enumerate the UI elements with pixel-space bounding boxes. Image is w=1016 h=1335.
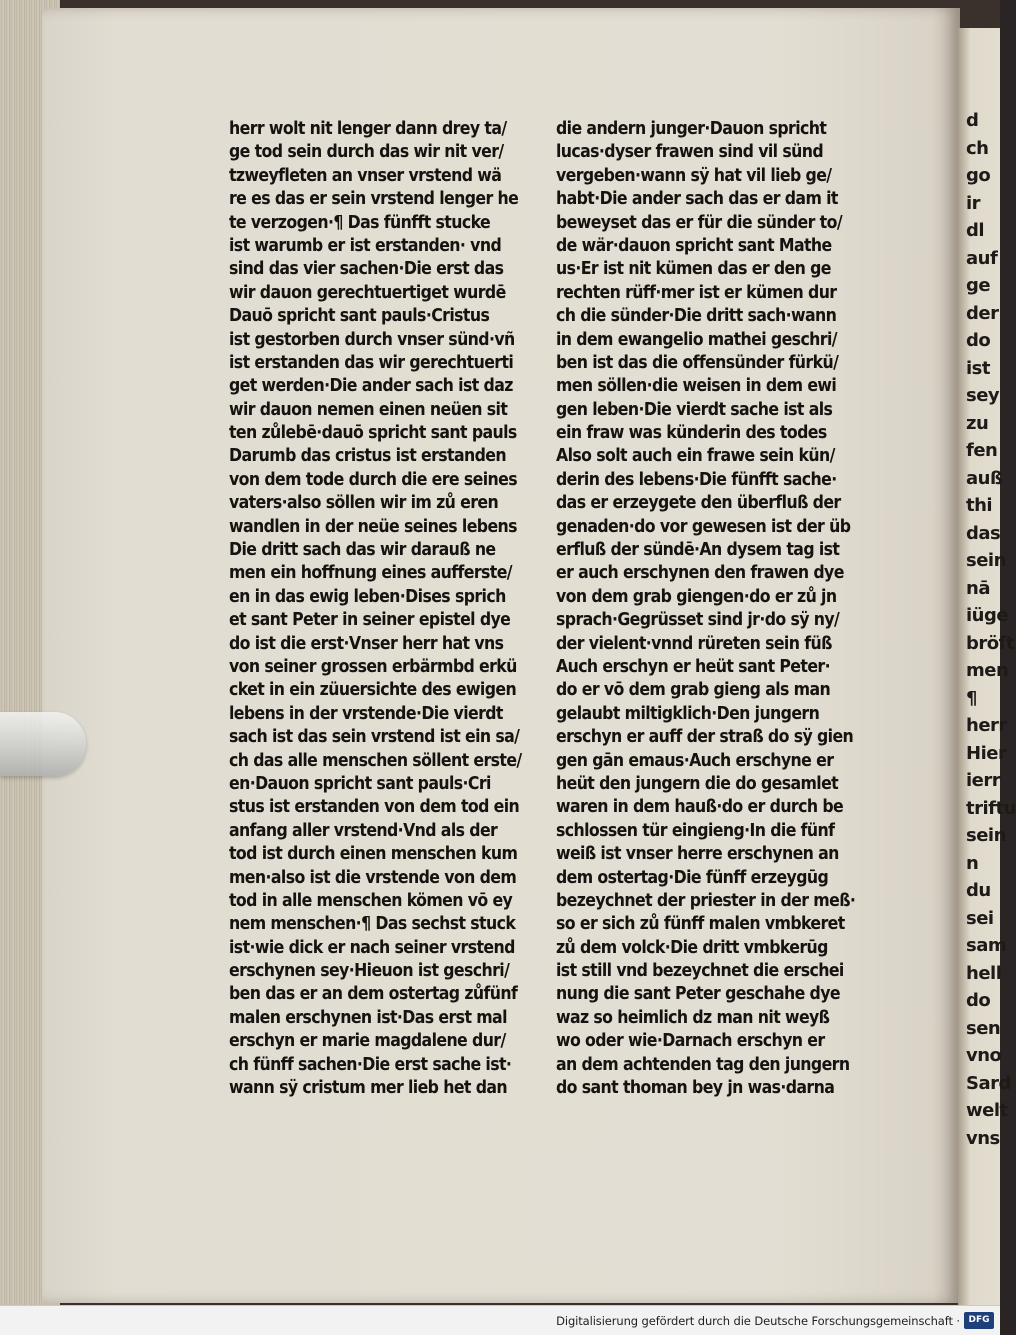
facing-page-fragment: ch <box>966 137 989 159</box>
facing-page-fragment: sein <box>966 825 1006 846</box>
text-line: zů dem volck·Die dritt vmbkerūg <box>556 937 828 958</box>
text-line: tod ist durch einen menschen kum <box>229 844 518 865</box>
text-line: nem menschen·¶ Das sechst stuck <box>229 914 516 935</box>
text-line: herr wolt nit lenger dann drey ta/ <box>229 119 507 139</box>
text-line: de wär·dauon spricht sant Mathe <box>556 235 832 256</box>
text-line: waz so heimlich dz man nit weyß <box>556 1007 830 1028</box>
text-line: malen erschynen ist·Das erst mal <box>229 1007 507 1028</box>
text-line: men·also ist die vrstende von dem <box>229 867 517 888</box>
text-line: get werden·Die ander sach ist daz <box>229 376 513 397</box>
facing-page-fragment: nā <box>966 577 990 599</box>
footer-bar <box>0 1305 1000 1335</box>
text-line: gelaubt miltigklich·Den jungern <box>556 703 820 724</box>
facing-page-fragment: hell <box>966 962 1002 984</box>
text-line: wo oder wie·Darnach erschyn er <box>556 1031 825 1052</box>
text-line: beweyset das er für die sünder to/ <box>556 212 842 233</box>
facing-page-fragment: men <box>966 660 1009 681</box>
text-line: nung die sant Peter geschahe dye <box>556 984 840 1005</box>
text-line: en·Dauon spricht sant pauls·Cri <box>229 773 491 794</box>
text-line: das er erzeygete den überfluß der <box>556 493 841 514</box>
text-line: heüt den jungern die do gesamlet <box>556 773 839 794</box>
text-line: schlossen tür eingieng·In die fünf <box>556 820 835 841</box>
text-column-right <box>556 118 871 1100</box>
facing-page-fragment: iüge <box>966 605 1009 626</box>
facing-page-fragment: dl <box>966 220 985 241</box>
facing-page-fragment: auß <box>966 467 1003 489</box>
text-line: er auch erschynen den frawen dye <box>556 563 844 584</box>
facing-page-fragment: herr <box>966 715 1007 736</box>
text-line: so er sich zů fünff malen vmbkeret <box>556 914 845 935</box>
text-line: sach ist das sein vrstend ist ein sa/ <box>229 727 520 748</box>
text-line: Die dritt sach das wir darauß ne <box>229 540 496 561</box>
text-line: cket in ein züuersichte des ewigen <box>229 680 517 701</box>
text-line: ist·wie dick er nach seiner vrstend <box>229 937 515 958</box>
text-line: men ein hoffnung eines aufferste/ <box>229 563 512 584</box>
text-line: ch die sünder·Die dritt sach·wann <box>556 306 837 327</box>
text-line: erfluß der sündē·An dysem tag ist <box>556 540 840 561</box>
text-line: ein fraw was künderin des todes <box>556 423 827 444</box>
text-line: Dauō spricht sant pauls·Cristus <box>229 306 490 327</box>
text-line: an dem achtenden tag den jungern <box>556 1054 850 1075</box>
text-line: Darumb das cristus ist erstanden <box>229 446 506 467</box>
text-line: te verzogen·¶ Das fünfft stucke <box>229 212 491 233</box>
text-line: Auch erschyn er heüt sant Peter· <box>556 656 830 677</box>
facing-page-fragment: go <box>966 165 991 186</box>
text-line: ben ist das die offensünder fürkü/ <box>556 352 839 373</box>
facing-page-fragment: zu <box>966 412 989 434</box>
text-line: lebens in der vrstende·Die vierdt <box>229 703 503 724</box>
text-line: wann sÿ cristum mer lieb het dan <box>229 1078 508 1099</box>
text-line: erschyn er marie magdalene dur/ <box>229 1031 506 1052</box>
facing-page-fragment: das <box>966 522 1001 544</box>
text-line: wir dauon nemen einen neüen sit <box>229 399 508 420</box>
facing-page-fragment: thi <box>966 495 993 516</box>
facing-page-fragment: n <box>966 852 979 874</box>
dfg-logo: DFG <box>964 1312 994 1329</box>
text-line: die andern junger·Dauon spricht <box>556 119 827 139</box>
text-line: weiß ist vnser herre erschynen an <box>556 844 839 865</box>
facing-page-fragment: ge <box>966 275 991 296</box>
facing-page-fragment: ir <box>966 192 981 214</box>
facing-page-fragment: Sard <box>966 1072 1011 1094</box>
text-line: vaters·also söllen wir im zů eren <box>229 493 499 514</box>
text-line: et sant Peter in seiner epistel dye <box>229 610 511 631</box>
text-line: re es das er sein vrstend lenger he <box>229 189 519 210</box>
text-line: ben das er an dem ostertag zůfünf <box>229 984 518 1005</box>
text-line: men söllen·die weisen in dem ewi <box>556 376 837 397</box>
text-line: ist still vnd bezeychnet die erschei <box>556 961 844 982</box>
facing-page-fragment: vns <box>966 1127 1000 1149</box>
text-column-left <box>229 118 539 1100</box>
facing-page-fragment: ierr <box>966 770 1001 791</box>
facing-page-fragment: triftu <box>966 797 1016 819</box>
facing-page-fragment: der <box>966 302 999 324</box>
text-line: gen leben·Die vierdt sache ist als <box>556 399 833 420</box>
text-line: ge tod sein durch das wir nit ver/ <box>229 142 504 163</box>
facing-page-fragment: auf <box>966 247 998 269</box>
text-line: sprach·Gegrüsset sind jr·do sÿ ny/ <box>556 610 840 631</box>
text-line: us·Er ist nit kümen das er den ge <box>556 259 831 280</box>
text-line: waren in dem hauß·do er durch be <box>556 797 844 818</box>
text-line: gen gān emaus·Auch erschyne er <box>556 750 834 771</box>
facing-page-fragment: bröſt <box>966 632 1015 654</box>
text-line: do er vō dem grab gieng als man <box>556 680 831 701</box>
text-line: der vielent·vnnd rüreten sein füß <box>556 633 832 654</box>
facing-page-edge <box>958 28 1016 1305</box>
facing-page-fragment: sei <box>966 907 994 929</box>
text-line: rechten rüff·mer ist er kümen dur <box>556 282 837 303</box>
facing-page-fragment: d <box>966 110 979 131</box>
text-line: anfang aller vrstend·Vnd als der <box>229 820 498 841</box>
text-line: bezeychnet der priester in der meß· <box>556 890 856 911</box>
text-line: genaden·do vor gewesen ist der üb <box>556 516 851 537</box>
text-line: ist warumb er ist erstanden· vnd <box>229 235 502 256</box>
text-line: von dem tode durch die ere seines <box>229 469 517 490</box>
text-line: von dem grab giengen·do er zů jn <box>556 586 837 607</box>
facing-page-fragment: do <box>966 990 991 1011</box>
text-line: sind das vier sachen·Die erst das <box>229 259 504 280</box>
text-line: do ist die erst·Vnser herr hat vns <box>229 633 504 654</box>
text-line: ist gestorben durch vnser sünd·vñ <box>229 329 515 350</box>
text-line: tod in alle menschen kömen vō ey <box>229 890 513 911</box>
facing-page-fragment: sam <box>966 935 1007 956</box>
text-line: tzweyfleten an vnser vrstend wä <box>229 165 502 186</box>
text-line: vergeben·wann sÿ hat vil lieb ge/ <box>556 165 832 186</box>
text-line: wandlen in der neüe seines lebens <box>229 516 517 537</box>
facing-page-fragment: do <box>966 330 991 351</box>
text-line: derin des lebens·Die fünfft sache· <box>556 469 837 490</box>
text-line: stus ist erstanden von dem tod ein <box>229 797 520 818</box>
text-line: do sant thoman bey jn was·darna <box>556 1078 835 1099</box>
facing-page-fragment: vno <box>966 1045 1002 1066</box>
text-line: en in das ewig leben·Dises sprich <box>229 586 506 607</box>
facing-page-fragment: ¶ <box>966 687 977 709</box>
facing-page-fragment: fen <box>966 440 998 461</box>
facing-page-fragment: sey <box>966 385 1000 406</box>
footer-credit: Digitalisierung gefördert durch die Deutsche Forschungsgemeinschaft · <box>556 1314 960 1328</box>
facing-page-fragment: sein <box>966 550 1006 571</box>
facing-page-fragment: ist <box>966 357 990 379</box>
text-line: ist erstanden das wir gerechtuerti <box>229 352 514 373</box>
text-line: von seiner grossen erbärmbd erkü <box>229 656 517 677</box>
facing-page-fragment: welt <box>966 1100 1008 1121</box>
text-line: erschynen sey·Hieuon ist geschri/ <box>229 961 510 982</box>
text-line: ten zůlebē·dauō spricht sant pauls <box>229 423 517 444</box>
text-line: in dem ewangelio mathei geschri/ <box>556 329 837 350</box>
facing-page-fragment: Hier <box>966 742 1007 764</box>
text-line: lucas·dyser frawen sind vil sünd <box>556 142 824 163</box>
text-line: erschyn er auff der straß do sÿ gien <box>556 727 854 748</box>
page-clip <box>0 712 86 776</box>
facing-page-fragment: du <box>966 880 991 901</box>
text-line: Also solt auch ein frawe sein kün/ <box>556 446 835 467</box>
text-line: ch fünff sachen·Die erst sache ist· <box>229 1054 512 1075</box>
text-line: wir dauon gerechtuertiget wurdē <box>229 282 506 303</box>
text-line: ch das alle menschen söllent erste/ <box>229 750 522 771</box>
text-line: dem ostertag·Die fünff erzeygūg <box>556 867 829 888</box>
facing-page-fragment: sen <box>966 1017 1001 1039</box>
text-line: habt·Die ander sach das er dam it <box>556 189 838 210</box>
